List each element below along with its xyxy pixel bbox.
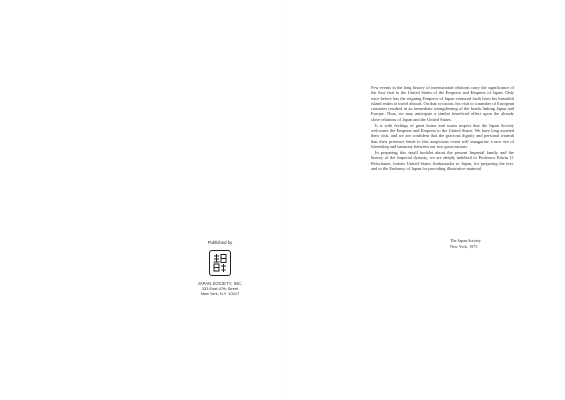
foreword-text — [371, 85, 514, 171]
publisher-address-city: New York, N.Y. 10017 — [200, 291, 240, 297]
foreword-paragraph: In preparing this small booklet about the present Imperial family and the history of the Imperial dynasty, we are deeply indebted to Professor Edwin O. Reischauer, former United States Ambassador to Japan, for preparing the text, and to the Embassy of Japan for providing illustrative material. — [371, 149, 514, 171]
japan-society-seal-icon — [209, 250, 231, 276]
foreword-paragraph: Few events in the long history of international relations carry the significance of the first visit to the United States of the Emperor and Empress of Japan. Only once before has the reigning Emperor of Japan ventured forth from his beautiful island realm to travel abroad. On that occasion, his visit to a number of European countries resulted in an immediate strengthening of the bonds linking Japan and Europe. Thus, we may anticipate a similar beneficial effect upon the already close relations of Japan and the United States. — [371, 85, 514, 122]
published-by-label: Published by — [207, 240, 233, 245]
signature-place-date: New York, 1975 — [450, 243, 478, 249]
right-page — [283, 0, 565, 400]
signature-block — [450, 238, 510, 250]
foreword-paragraph: It is with feelings of great honor and warm respect that the Japan Society welcomes the Emperor and Empress to the United States. We have long awaited their visit, and we are confident that the gracious dignity and personal warmth that their presence lends to this auspicious event will inaugurate a new era of friendship and harmony between our two great nations. — [371, 122, 514, 149]
publisher-address-street: 333 East 47th Street — [201, 286, 239, 292]
publisher-block — [160, 240, 280, 296]
signature-org: The Japan Society — [450, 238, 481, 243]
left-page — [0, 0, 282, 400]
publisher-name: JAPAN SOCIETY, INC. — [197, 281, 243, 286]
